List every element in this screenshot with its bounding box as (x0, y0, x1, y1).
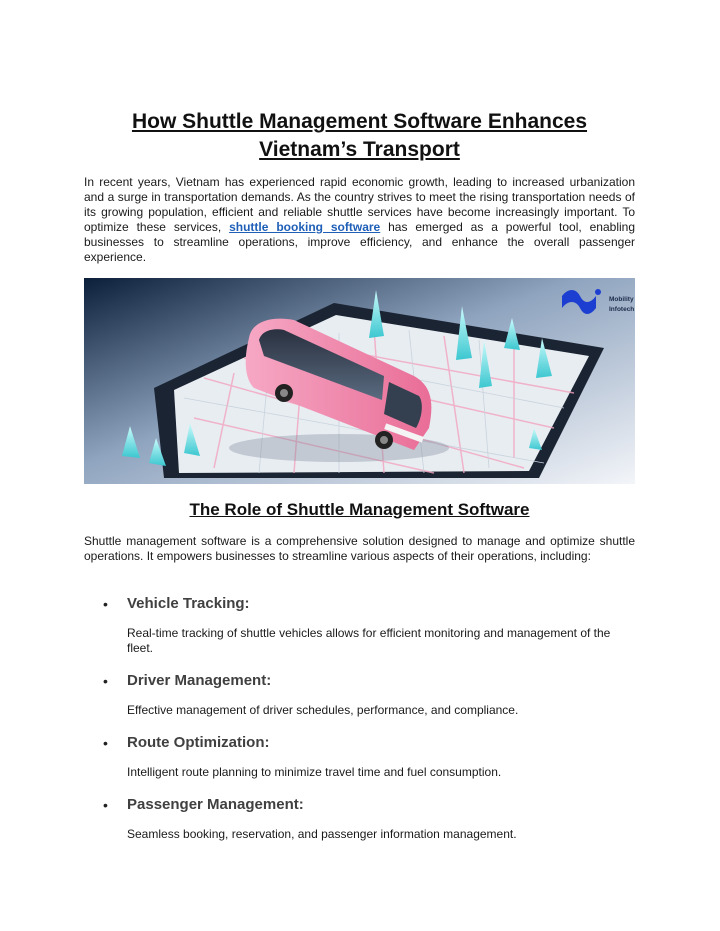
shuttle-map-illustration (84, 278, 635, 484)
feature-description: Seamless booking, reservation, and passenger information management. (127, 827, 517, 841)
feature-title: Passenger Management: (127, 796, 304, 813)
logo-line-1: Mobility (609, 296, 634, 303)
section-intro: Shuttle management software is a comprehensive solution designed to manage and optimize shuttle operations. It empowers businesses to streamline various aspects of their operations, including: (84, 534, 635, 563)
feature-title: Route Optimization: (127, 734, 270, 751)
feature-description: Real-time tracking of shuttle vehicles allows for efficient monitoring and management of the fleet. (127, 626, 611, 655)
bullet-icon: • (103, 673, 108, 689)
bullet-icon: • (103, 735, 108, 751)
section-heading: The Role of Shuttle Management Software (189, 500, 530, 519)
feature-title: Vehicle Tracking: (127, 595, 250, 612)
feature-title: Driver Management: (127, 672, 272, 689)
intro-paragraph (84, 175, 635, 265)
feature-description: Intelligent route planning to minimize travel time and fuel consumption. (127, 765, 502, 779)
bullet-icon: • (103, 797, 108, 813)
bullet-icon: • (103, 596, 108, 612)
logo-line-2: Infotech (609, 306, 635, 313)
shuttle-booking-software-link[interactable]: shuttle booking software (229, 220, 381, 234)
intro-text-before: In recent years, Vietnam has experienced rapid economic growth, leading to increased urbanization and a surge in transportation demands. As the country strives to meet the rising transportation needs of its growing population, efficient and reliable shuttle services have become increasingly important. To optimize these services, (84, 175, 635, 234)
hero-illustration (84, 278, 635, 484)
page-title: How Shuttle Management Software Enhances Vietnam’s Transport (131, 110, 588, 161)
feature-description: Effective management of driver schedules, performance, and compliance. (127, 703, 519, 717)
intro-text-after: has emerged as a powerful tool, enabling businesses to streamline operations, improve efficiency, and enhance the overall passenger experience. (84, 220, 635, 264)
